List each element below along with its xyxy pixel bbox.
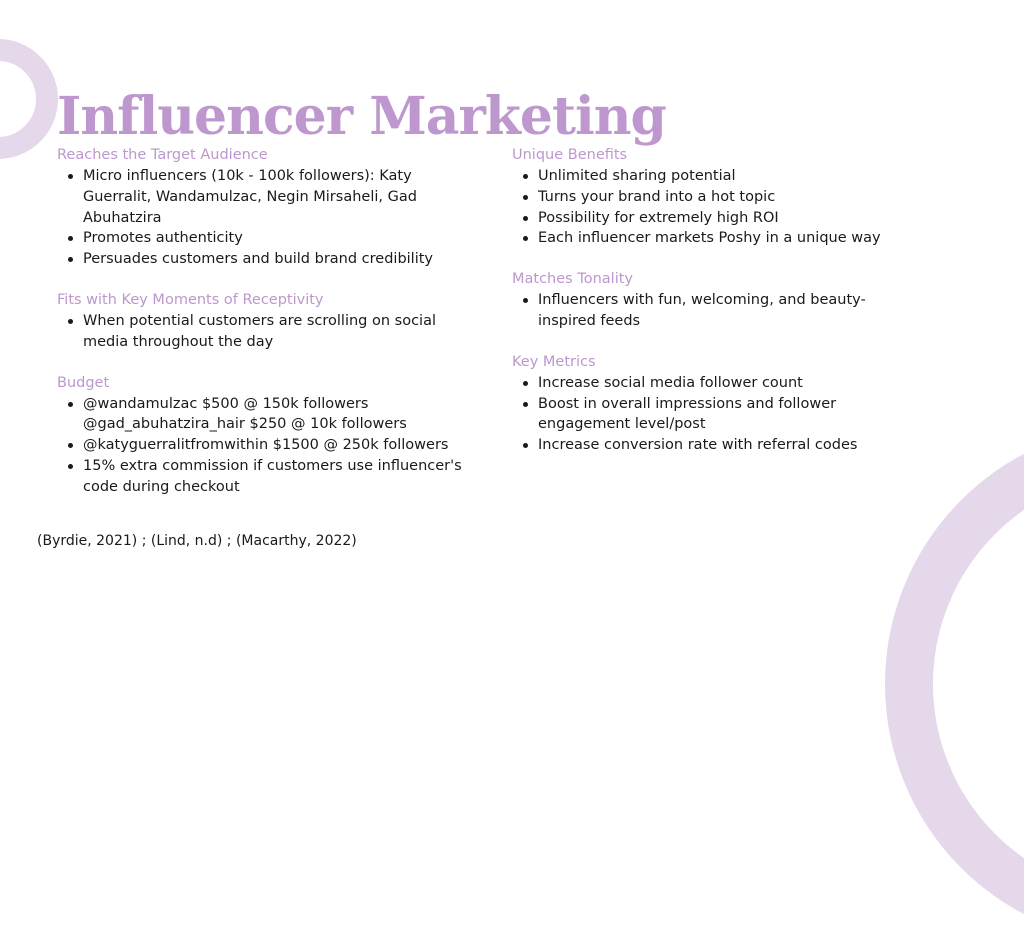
bullet-item: Micro influencers (10k - 100k followers): Katy Guerralit, Wandamulzac, Negin Mirsaheli, Gad Abuhatzira	[83, 166, 467, 228]
citation-footer: (Byrdie, 2021) ; (Lind, n.d) ; (Macarthy, 2022)	[37, 533, 357, 549]
bullet-item: Influencers with fun, welcoming, and beauty-inspired feeds	[538, 290, 892, 332]
section-tonality	[512, 269, 892, 332]
bullet-list	[57, 394, 467, 498]
bullet-item: @wandamulzac $500 @ 150k followers	[83, 394, 467, 415]
section-receptivity	[57, 290, 467, 353]
bullet-item: Turns your brand into a hot topic	[538, 187, 892, 208]
bullet-item: Promotes authenticity	[83, 228, 467, 249]
bullet-item: Boost in overall impressions and follower engagement level/post	[538, 394, 892, 436]
bullet-item: @gad_abuhatzira_hair $250 @ 10k followers	[83, 416, 407, 433]
bullet-item: When potential customers are scrolling on social media throughout the day	[83, 311, 467, 353]
right-column	[512, 145, 892, 476]
bullet-item: @katyguerralitfromwithin $1500 @ 250k followers	[83, 435, 467, 456]
section-budget	[57, 373, 467, 498]
section-unique-benefits	[512, 145, 892, 249]
bullet-item: Persuades customers and build brand credibility	[83, 249, 467, 270]
section-heading: Matches Tonality	[512, 271, 633, 288]
bullet-item: Increase conversion rate with referral codes	[538, 435, 892, 456]
section-heading: Reaches the Target Audience	[57, 147, 268, 163]
bullet-list	[512, 290, 892, 332]
bullet-list	[57, 166, 467, 270]
section-heading: Unique Benefits	[512, 147, 628, 163]
bullet-item: Unlimited sharing potential	[538, 166, 892, 187]
decorative-ring-top-left	[0, 39, 58, 159]
bullet-item: Increase social media follower count	[538, 373, 892, 394]
slide-title: Influencer Marketing	[57, 85, 666, 147]
left-column	[57, 145, 467, 518]
section-heading: Fits with Key Moments of Receptivity	[57, 291, 324, 308]
decorative-ring-bottom-right	[885, 424, 1024, 944]
bullet-item: Each influencer markets Poshy in a unique way	[538, 228, 892, 249]
section-target-audience	[57, 145, 467, 270]
section-key-metrics	[512, 352, 892, 456]
bullet-item: Possibility for extremely high ROI	[538, 208, 892, 229]
bullet-list	[512, 373, 892, 456]
section-heading: Budget	[57, 374, 110, 391]
bullet-list	[512, 166, 892, 249]
bullet-list	[57, 311, 467, 353]
bullet-item: 15% extra commission if customers use influencer's code during checkout	[83, 456, 467, 498]
section-heading: Key Metrics	[512, 353, 596, 370]
